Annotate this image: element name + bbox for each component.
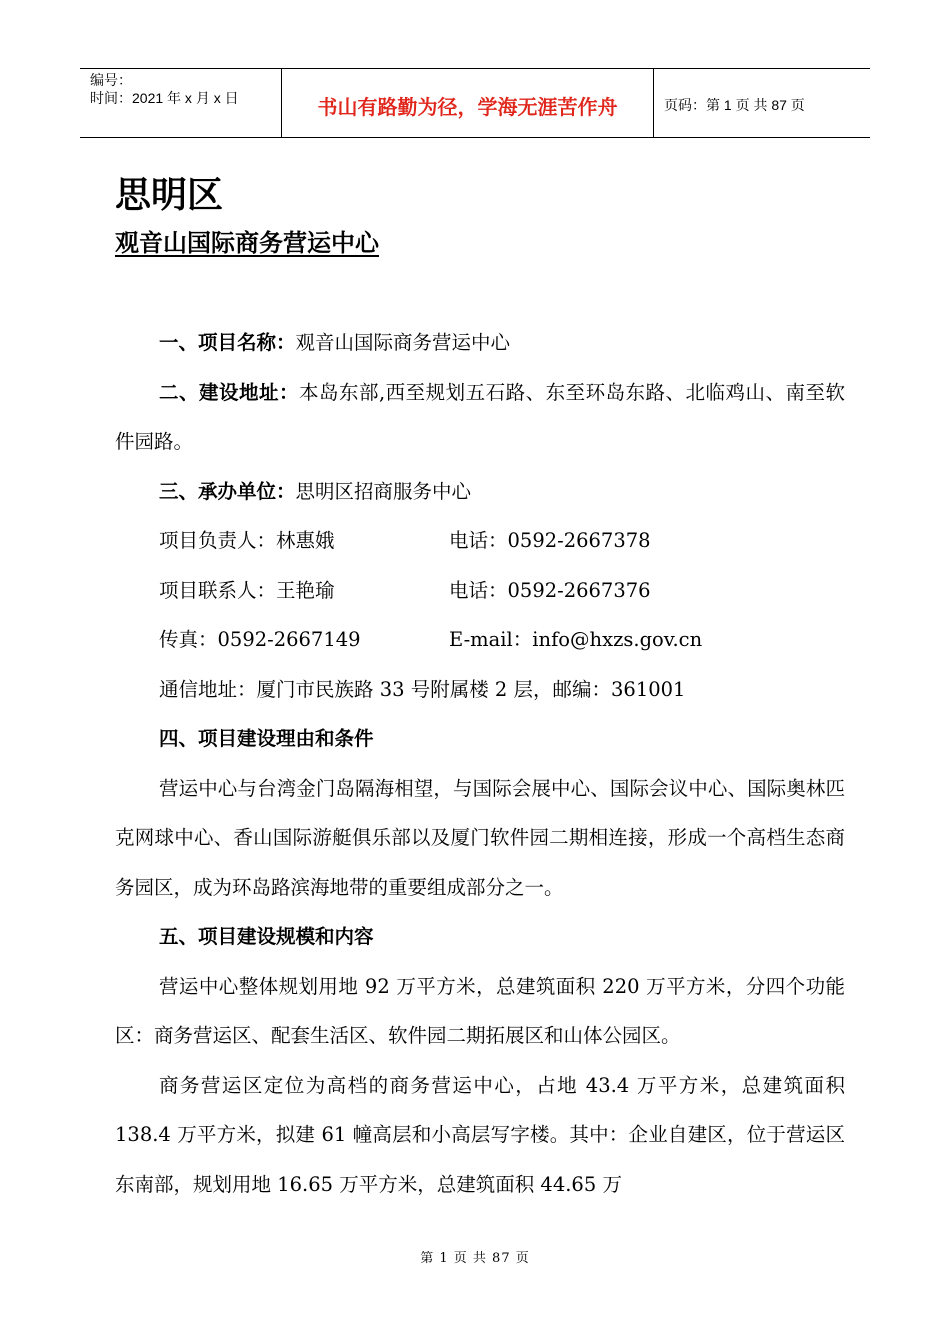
section-organizer xyxy=(115,467,845,517)
mailing-address: 通信地址：厦门市民族路 33 号附属楼 2 层，邮编：361001 xyxy=(159,677,686,701)
section-value: 思明区招商服务中心 xyxy=(295,479,472,503)
section-scale-text-2: 商务营运区定位为高档的商务营运中心，占地 43.4 万平方米，总建筑面积 138.4 万平方米，拟建 61 幢高层和小高层写字楼。其中：企业自建区，位于营运区东南部，规划用地 16.65 万平方米，总建筑面积 44.65 万 xyxy=(115,1073,845,1196)
header-table xyxy=(80,68,870,138)
section-reason-heading: 四、项目建设理由和条件 xyxy=(159,727,374,750)
doc-number-label: 编号： xyxy=(90,72,132,88)
section-scale-heading: 五、项目建设规模和内容 xyxy=(159,925,374,948)
section-address xyxy=(115,368,845,467)
section-project-name xyxy=(115,318,845,368)
header-page-info: 页码：第 1 页 共 87 页 xyxy=(664,96,805,113)
section-scale-text-1: 营运中心整体规划用地 92 万平方米，总建筑面积 220 万平方米，分四个功能区：商务营运区、配套生活区、软件园二期拓展区和山体公园区。 xyxy=(115,974,845,1047)
contact-leader-row xyxy=(115,516,845,566)
section-label: 一、项目名称： xyxy=(159,331,296,354)
document-subtitle: 观音山国际商务营运中心 xyxy=(115,229,379,257)
page-footer: 第 1 页 共 87 页 xyxy=(420,1251,530,1266)
section-label: 二、建设地址： xyxy=(159,380,299,404)
fax-number: 传真：0592-2667149 xyxy=(159,628,361,651)
doc-time-label: 时间：2021 年 x 月 x 日 xyxy=(90,90,239,106)
document-body xyxy=(115,318,845,1209)
section-value: 观音山国际商务营运中心 xyxy=(295,331,511,354)
contact-phone: 电话：0592-2667376 xyxy=(449,578,651,602)
fax-email-row xyxy=(115,615,845,665)
leader-name: 项目负责人：林惠娥 xyxy=(159,529,335,552)
contact-name: 项目联系人：王艳瑜 xyxy=(159,578,335,602)
section-value: 本岛东部,西至规划五石路、东至环岛东路、北临鸡山、南至软件园路。 xyxy=(115,380,845,453)
header-meta-cell xyxy=(80,69,282,137)
contact-person-row xyxy=(115,566,845,616)
header-motto: 书山有路勤为径，学海无涯苦作舟 xyxy=(282,69,654,137)
section-reason-text: 营运中心与台湾金门岛隔海相望，与国际会展中心、国际会议中心、国际奥林匹克网球中心、香山国际游艇俱乐部以及厦门软件园二期相连接，形成一个高档生态商务园区，成为环岛路滨海地带的重要组成部分之一。 xyxy=(115,776,845,899)
leader-phone: 电话：0592-2667378 xyxy=(449,529,651,552)
section-label: 三、承办单位： xyxy=(159,479,296,503)
email-address: E-mail：info@hxzs.gov.cn xyxy=(449,628,703,651)
document-title: 思明区 xyxy=(115,175,224,216)
